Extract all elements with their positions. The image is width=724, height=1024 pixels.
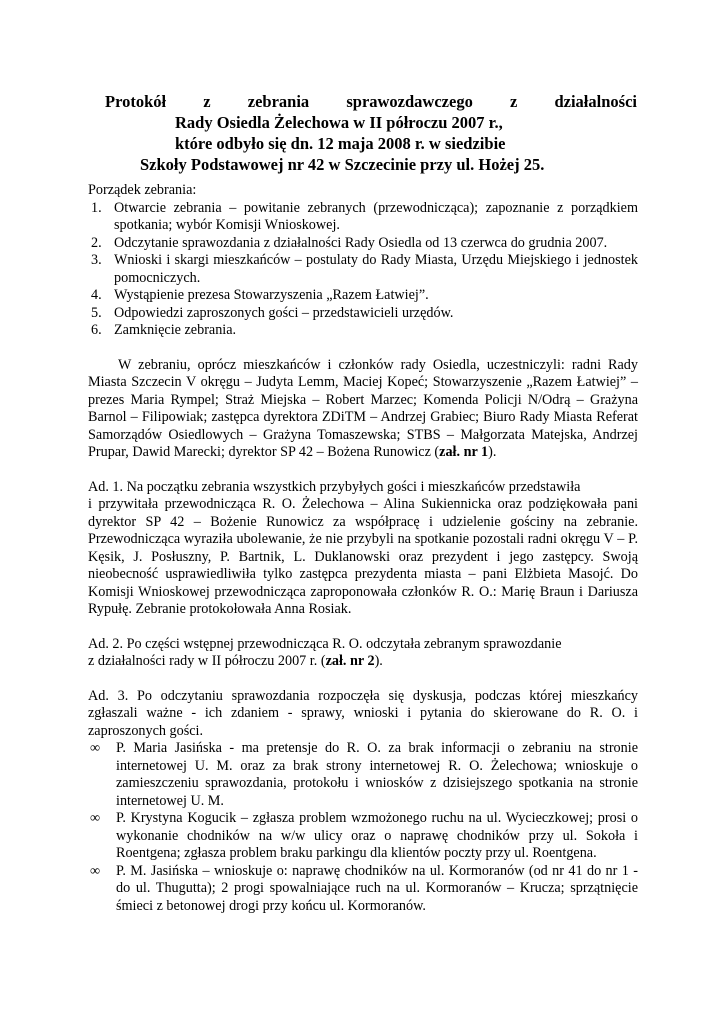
bullet-text: P. M. Jasińska – wnioskuje o: naprawę chodników na ul. Kormoranów (od nr 41 do nr 1 - do ul. Thugutta); 2 progi spowalniające ruch na ul. Kormoranów – Krucza; sprzątnięcie śmieci z betonowej drogi przy końcu ul. Kormoranów. [116, 862, 638, 914]
title-line-2: Rady Osiedla Żelechowa w II półroczu 2007 r., [175, 113, 503, 132]
agenda-list [88, 200, 638, 340]
agenda-number: 4. [91, 287, 102, 303]
title-word: działalności [554, 92, 637, 111]
agenda-item [88, 235, 638, 253]
ad3-intro: Ad. 3. Po odczytaniu sprawozdania rozpoczęła się dyskusja, podczas której mieszkańcy zgłaszali ważne - ich zdaniem - sprawy, wnioski i pytania do skierowane do R. O. i zaproszonych gości. [88, 687, 638, 739]
agenda-item [88, 287, 638, 305]
ad1-text: i przywitała przewodnicząca R. O. Żelechowa – Alina Sukiennicka oraz podziękowała pani dyrektor SP 42 – Bożenie Runowicz za współpracę i udzielenie gościny na zebranie. Przewodnicząca wyraziła ubolewanie, że nie przybyli na spotkanie pozostali radni okręgu V – P. Kęsik, J. Posłuszny, P. Bartnik, L. Duklanowski oraz prezydent i jego zastępcy. Swoją nieobecność usprawiedliwiła tylko zastępca prezydenta miasta – pani Elżbieta Masojć. Do Komisji Wnioskowej przewodnicząca zaproponowała członków R. O.: Marię Braun i Dariusza Rypułę. Zebranie protokołowała Anna Rosiak. [88, 496, 638, 617]
ad1-line-1: Ad. 1. Na początku zebrania wszystkich przybyłych gości i mieszkańców przedstawiła [88, 478, 581, 495]
list-item [88, 740, 638, 810]
ad2-end: ). [374, 653, 383, 669]
bullet-text: P. Krystyna Kogucik – zgłasza problem wzmożonego ruchu na ul. Wycieczkowej; prosi o wykonanie chodników na w/w ulicy oraz o naprawę chodników przy ul. Sokoła i Roentgena; zgłasza problem braku parkingu dla klientów poczty przy ul. Roentgena. [116, 810, 638, 861]
attendance-paragraph [88, 357, 638, 462]
agenda-item [88, 252, 638, 287]
ad2-paragraph [88, 636, 638, 671]
infinity-bullet-icon: ∞ [90, 740, 101, 756]
infinity-bullet-icon: ∞ [90, 810, 101, 826]
ad3-bullet-list [88, 740, 638, 915]
agenda-number: 2. [91, 234, 102, 251]
attachment-ref-1: zał. nr 1 [439, 444, 489, 460]
agenda-item [88, 322, 638, 340]
attendance-end: ). [488, 444, 497, 460]
agenda-number: 1. [91, 199, 102, 216]
infinity-bullet-icon: ∞ [90, 862, 101, 879]
title-word: Protokół [105, 92, 167, 111]
title-word: z [509, 92, 518, 111]
title-line-1 [105, 91, 637, 112]
agenda-item [88, 305, 638, 323]
agenda-text: Odpowiedzi zaproszonych gości – przedstawicieli urzędów. [114, 304, 454, 321]
attachment-ref-2: zał. nr 2 [325, 653, 375, 669]
document-body [88, 182, 638, 915]
agenda-number: 5. [91, 304, 102, 321]
agenda-number: 6. [91, 322, 102, 338]
document-title [105, 91, 637, 175]
title-word: sprawozdawczego [346, 92, 473, 111]
bullet-text: P. Maria Jasińska - ma pretensje do R. O. za brak informacji o zebraniu na stronie internetowej U. M. oraz za brak strony internetowej R. O. Żelechowa; wnioskuje o zamieszczeniu sprawozdania, protokołu i wniosków z dzisiejszego spotkania na stronie internetowej U. M. [116, 740, 638, 809]
list-item [88, 863, 638, 916]
title-line-3: które odbyło się dn. 12 maja 2008 r. w siedzibie [175, 134, 506, 153]
attendance-text: W zebraniu, oprócz mieszkańców i członków rady Osiedla, uczestniczyli: radni Rady Miasta Szczecin V okręgu – Judyta Lemm, Maciej Kopeć; Stowarzyszenie „Razem Łatwiej” – prezes Maria Rympel; Straż Miejska – Robert Marzec; Komenda Policji N/Odrą – Grażyna Barnol – Filipowiak; zastępca dyrektora ZDiTM – Andrzej Grabiec; Biuro Rady Miasta Referat Samorządów Osiedlowych – Grażyna Tomaszewska; STBS – Małgorzata Matejska, Andrzej Prupar, Dawid Marecki; dyrektor SP 42 – Bożena Runowicz ( [88, 356, 638, 460]
agenda-text: Wnioski i skargi mieszkańców – postulaty do Rady Miasta, Urzędu Miejskiego i jednostek pomocniczych. [114, 252, 638, 286]
agenda-text: Odczytanie sprawozdania z działalności Rady Osiedla od 13 czerwca do grudnia 2007. [114, 234, 608, 251]
agenda-text: Otwarcie zebrania – powitanie zebranych (przewodnicząca); zapoznanie z porządkiem spotkania; wybór Komisji Wnioskowej. [114, 199, 638, 233]
list-item [88, 810, 638, 863]
agenda-number: 3. [91, 252, 102, 268]
ad2-line-2-text: z działalności rady w II półroczu 2007 r. ( [88, 653, 326, 669]
ad2-line-2 [88, 653, 638, 671]
ad2-line-1: Ad. 2. Po części wstępnej przewodnicząca R. O. odczytała zebranym sprawozdanie [88, 635, 562, 652]
ad1-paragraph [88, 479, 638, 619]
agenda-text: Wystąpienie prezesa Stowarzyszenia „Razem Łatwiej”. [114, 287, 429, 303]
title-word: zebrania [247, 92, 310, 111]
agenda-text: Zamknięcie zebrania. [114, 322, 237, 338]
title-word: z [203, 92, 211, 111]
agenda-heading: Porządek zebrania: [88, 182, 197, 198]
title-line-4: Szkoły Podstawowej nr 42 w Szczecinie przy ul. Hożej 25. [140, 155, 545, 174]
agenda-item [88, 200, 638, 235]
